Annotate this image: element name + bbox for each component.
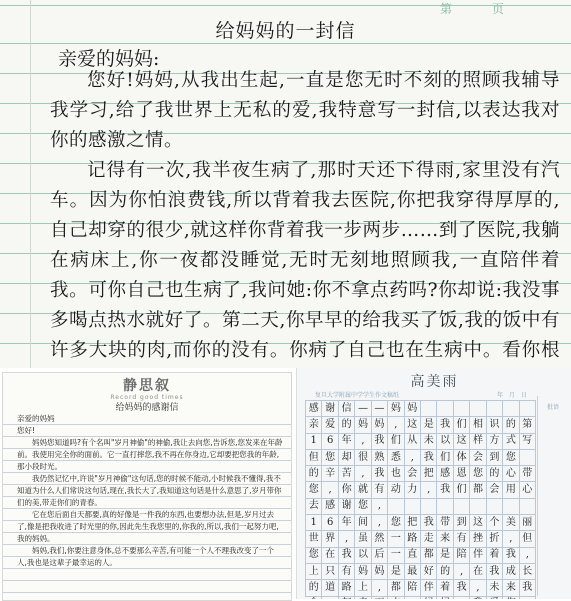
grid-cell: 们 (454, 417, 470, 433)
grid-cell: 也 (388, 466, 404, 482)
grid-cell: 我 (421, 515, 437, 531)
grid-cell: 上 (355, 580, 371, 596)
letter-title: 给妈妈的一封信 (215, 20, 356, 42)
grid-cell (520, 450, 536, 466)
grid-cell: 您 (306, 548, 322, 564)
grid-cell: 悉 (388, 450, 404, 466)
notebook-greeting: 亲爱的妈妈 (17, 414, 55, 423)
grid-cell: 把 (421, 466, 437, 482)
letter-paragraph: 您好!妈妈,从我出生起,一直是您无时不刻的照顾我辅导我学习,给了我世界上无私的爱,我特意写一封信,以表达我对你的感激之情。 (50, 70, 560, 151)
grid-cell: 您 (388, 515, 404, 531)
grid-cell: 体 (454, 450, 470, 466)
grid-cell (454, 401, 470, 417)
grid-cell: 谢 (339, 499, 355, 515)
grid-cell: 您 (355, 499, 371, 515)
grid-cell (421, 401, 437, 417)
grid-cell: 您 (306, 482, 322, 498)
grid-cell: 陪 (405, 580, 421, 596)
grid-cell: 都 (470, 482, 486, 498)
grid-cell: 然 (372, 531, 388, 547)
grid-cell: 妈 (372, 417, 388, 433)
grid-cell: , (388, 417, 404, 433)
grid-cell: 力 (405, 482, 421, 498)
grid-cell: 直 (405, 548, 421, 564)
grid-cell: 我 (372, 434, 388, 450)
grid-cell: 的 (306, 466, 322, 482)
grid-cell: 们 (454, 482, 470, 498)
grid-cell: 到 (454, 515, 470, 531)
grid-cell: 长 (520, 564, 536, 580)
grid-cell (405, 499, 421, 515)
grid-cell (503, 401, 519, 417)
grid-cell: 的 (487, 466, 503, 482)
grid-cell: 年 (339, 515, 355, 531)
grid-cell: 有 (372, 482, 388, 498)
grid-cell: 辛 (322, 466, 338, 482)
grid-cell: , (372, 580, 388, 596)
grid-cell (520, 401, 536, 417)
grid-cell: 相 (470, 417, 486, 433)
grid-cell: 我 (437, 417, 453, 433)
grid-cell: , (454, 564, 470, 580)
grid-cell (520, 499, 536, 515)
notebook-body (17, 413, 283, 569)
notebook-paragraph: 它在您后面自天都要,真的好像是一件我的东西,也要想办法,但是,岁月过去了,像是把我收进了时光里的你,因此先生我您里的,你我的,所以,我们一起努力吧,我的妈妈。 (17, 510, 279, 543)
grid-cell: 方 (487, 434, 503, 450)
grid-cell: 有 (454, 531, 470, 547)
grid-cell: 折 (487, 531, 503, 547)
notebook-brand: 静思叙 (123, 378, 171, 394)
grid-cell: 这 (405, 417, 421, 433)
grid-cell: 们 (388, 434, 404, 450)
grid-cell: 美 (503, 515, 519, 531)
grid-cell: 妈 (372, 564, 388, 580)
grid-cell: 我 (437, 482, 453, 498)
grid-cell: 伴 (470, 548, 486, 564)
notebook-paragraph: 妈妈,我们,你要注意身体,总不要那么辛苦,有可能一个人不理我改变了一个人,我也是这辈子最幸运的人。 (17, 546, 275, 567)
grid-cell: 我 (372, 466, 388, 482)
grid-cell: , (503, 531, 519, 547)
grid-cell: 路 (405, 531, 421, 547)
grid-cell: 个 (487, 515, 503, 531)
grid-cell: 丽 (520, 515, 536, 531)
grid-cell: 您 (503, 450, 519, 466)
grid-paper-brand: 高美雨 (410, 374, 459, 390)
grid-cell: 我 (339, 548, 355, 564)
grid-cell: 把 (405, 515, 421, 531)
grid-cell (454, 499, 470, 515)
grid-cell: 心 (503, 466, 519, 482)
grid-cell: 一 (388, 531, 404, 547)
grid-cell: 但 (520, 531, 536, 547)
grid-cell: 的 (306, 580, 322, 596)
letter-photo-bottom-left (2, 372, 292, 601)
grid-cell: 挫 (470, 531, 486, 547)
notebook-brand-sub: Record good times (110, 394, 184, 401)
notebook-hello: 您好! (17, 426, 36, 435)
grid-paper-comment-label: 批语 (546, 404, 559, 411)
grid-cell: , (470, 580, 486, 596)
grid-cell (487, 499, 503, 515)
grid-cell: 界 (322, 531, 338, 547)
grid-cell: , (339, 531, 355, 547)
grid-cell: 6 (322, 515, 338, 531)
grid-cell: 心 (520, 482, 536, 498)
grid-cell: 来 (437, 531, 453, 547)
grid-cell: 带 (437, 515, 453, 531)
grid-cell: 一 (388, 548, 404, 564)
grid-cell (503, 499, 519, 515)
grid-cell: , (520, 548, 536, 564)
grid-cell (437, 499, 453, 515)
grid-cell: 感 (306, 401, 322, 417)
grid-cell: 这 (470, 515, 486, 531)
grid-cell: 亲 (306, 417, 322, 433)
grid-cell: 您 (470, 466, 486, 482)
grid-cell: 我 (487, 564, 503, 580)
grid-cell (421, 499, 437, 515)
grid-paper-comment-column (537, 396, 568, 596)
grid-cell: 未 (487, 580, 503, 596)
notebook-title: 给妈妈的感谢信 (115, 403, 179, 413)
grid-cell: 上 (306, 564, 322, 580)
grid-cell: 在 (470, 564, 486, 580)
letter-greeting: 亲爱的妈妈: (58, 48, 160, 70)
grid-cell: 走 (421, 531, 437, 547)
grid-paper-subtitle: 复旦大学附属中学学生作文稿纸 (315, 392, 400, 399)
grid-cell: 好 (421, 564, 437, 580)
grid-cell: 虽 (355, 531, 371, 547)
grid-cell: 的 (339, 417, 355, 433)
grid-cell: 这 (454, 434, 470, 450)
grid-paper-cells (305, 400, 536, 597)
grid-cell: 样 (470, 434, 486, 450)
letter-photo-bottom-right (296, 368, 571, 599)
grid-cell: 是 (388, 564, 404, 580)
grid-cell: 以 (355, 548, 371, 564)
margin-line (30, 0, 31, 368)
grid-cell: 恩 (454, 466, 470, 482)
grid-cell (487, 401, 503, 417)
grid-cell: , (405, 450, 421, 466)
grid-cell: 写 (520, 434, 536, 450)
grid-cell: 间 (355, 515, 371, 531)
grid-cell: 的 (437, 564, 453, 580)
grid-cell: 到 (487, 450, 503, 466)
grid-cell: 就 (355, 482, 371, 498)
grid-cell: 我 (421, 450, 437, 466)
grid-cell: 妈 (388, 401, 404, 417)
grid-cell: 苦 (339, 466, 355, 482)
grid-cell: 从 (405, 434, 421, 450)
grid-cell: 信 (339, 401, 355, 417)
grid-cell: 爱 (322, 417, 338, 433)
grid-cell: 我 (520, 580, 536, 596)
grid-cell (470, 499, 486, 515)
grid-cell: 却 (339, 450, 355, 466)
grid-cell (388, 499, 404, 515)
page-number-mark: 第 页 (440, 2, 522, 16)
grid-cell: 您 (322, 450, 338, 466)
grid-cell: — (372, 401, 388, 417)
grid-cell: 妈 (355, 417, 371, 433)
grid-cell: 1 (306, 515, 322, 531)
grid-cell: 我 (454, 580, 470, 596)
grid-cell: 路 (339, 580, 355, 596)
grid-cell: 式 (503, 434, 519, 450)
grid-cell: 成 (503, 564, 519, 580)
grid-cell: 很 (355, 450, 371, 466)
grid-cell: , (421, 482, 437, 498)
grid-cell (437, 401, 453, 417)
notebook-paragraph: 妈妈您知道吗?有个名叫"岁月神偷"的神偷,我让去向您,告诉您,您发来在年龄前。我使用完全你的面前。它一直打摔您,我不再在你身边,它却要把您我的年龄,那小段时光。 (17, 438, 283, 471)
grid-cell: 1 (306, 434, 322, 450)
grid-cell: 们 (437, 450, 453, 466)
grid-cell: — (355, 401, 371, 417)
grid-cell: 最 (405, 564, 421, 580)
grid-cell: 以 (437, 434, 453, 450)
grid-cell: 的 (503, 417, 519, 433)
grid-cell: 都 (388, 580, 404, 596)
grid-cell: 后 (372, 548, 388, 564)
grid-cell: 伴 (421, 580, 437, 596)
letter-body (50, 66, 560, 368)
grid-cell: 着 (437, 580, 453, 596)
grid-cell: 6 (322, 434, 338, 450)
grid-cell: 会 (487, 482, 503, 498)
grid-cell: 年 (339, 434, 355, 450)
grid-cell: 带 (520, 466, 536, 482)
grid-cell: 熟 (372, 450, 388, 466)
grid-cell: 识 (487, 417, 503, 433)
grid-cell: , (355, 434, 371, 450)
grid-cell: 只 (322, 564, 338, 580)
grid-cell: 会 (470, 450, 486, 466)
grid-cell: 我 (503, 548, 519, 564)
grid-cell: 是 (437, 548, 453, 564)
letter-paragraph: 记得有一次,我半夜生病了,那时天还下得雨,家里没有汽车。因为你怕浪费钱,所以背着我去医院,你把我穿得厚厚的,自己却穿的很少,就这样你背着我一步两步……到了医院,我躺在病床上,你一夜都没睡觉,无时无刻地照顾我,一直陪伴着我。可你自己也生病了,我问她:你不拿点药吗?你却说:我没事多喝点热水就好了。第二天,你早早的给我买了饭,我的饭中有许多大块的肉,而你的没有。你病了自己也在生病中。看你根 (50, 160, 560, 361)
grid-cell: 有 (339, 564, 355, 580)
grid-cell: 用 (503, 482, 519, 498)
grid-cell: 未 (421, 434, 437, 450)
grid-cell: , (322, 482, 338, 498)
grid-cell: 来 (503, 580, 519, 596)
grid-cell: 陪 (454, 548, 470, 564)
grid-cell: 道 (322, 580, 338, 596)
grid-cell: , (372, 515, 388, 531)
grid-cell: 妈 (405, 401, 421, 417)
grid-cell: 去 (306, 499, 322, 515)
grid-cell: 谢 (322, 401, 338, 417)
grid-cell: 但 (306, 450, 322, 466)
grid-paper-date: 年 月 日 (497, 392, 529, 399)
grid-cell: 你 (339, 482, 355, 498)
grid-cell: 是 (421, 417, 437, 433)
grid-cell: 会 (405, 466, 421, 482)
grid-cell (470, 401, 486, 417)
grid-cell: , (372, 499, 388, 515)
grid-cell: 感 (322, 499, 338, 515)
grid-cell: 着 (487, 548, 503, 564)
grid-cell: 动 (388, 482, 404, 498)
grid-cell: 感 (437, 466, 453, 482)
grid-cell: , (355, 466, 371, 482)
grid-cell: 第 (520, 417, 536, 433)
grid-cell: 在 (322, 548, 338, 564)
grid-cell: 世 (306, 531, 322, 547)
notebook-paragraph: 我仍然记忆中,许说"岁月神偷"这句话,您的时候不能动,小时候我不懂得,我不知道为什么人们常说这句话,现在,我长大了,我知道这句话是什么意思了,岁月带你们的美,带走你们的青春。 (17, 474, 282, 507)
grid-cell: 妈 (355, 564, 371, 580)
grid-cell: 都 (421, 548, 437, 564)
